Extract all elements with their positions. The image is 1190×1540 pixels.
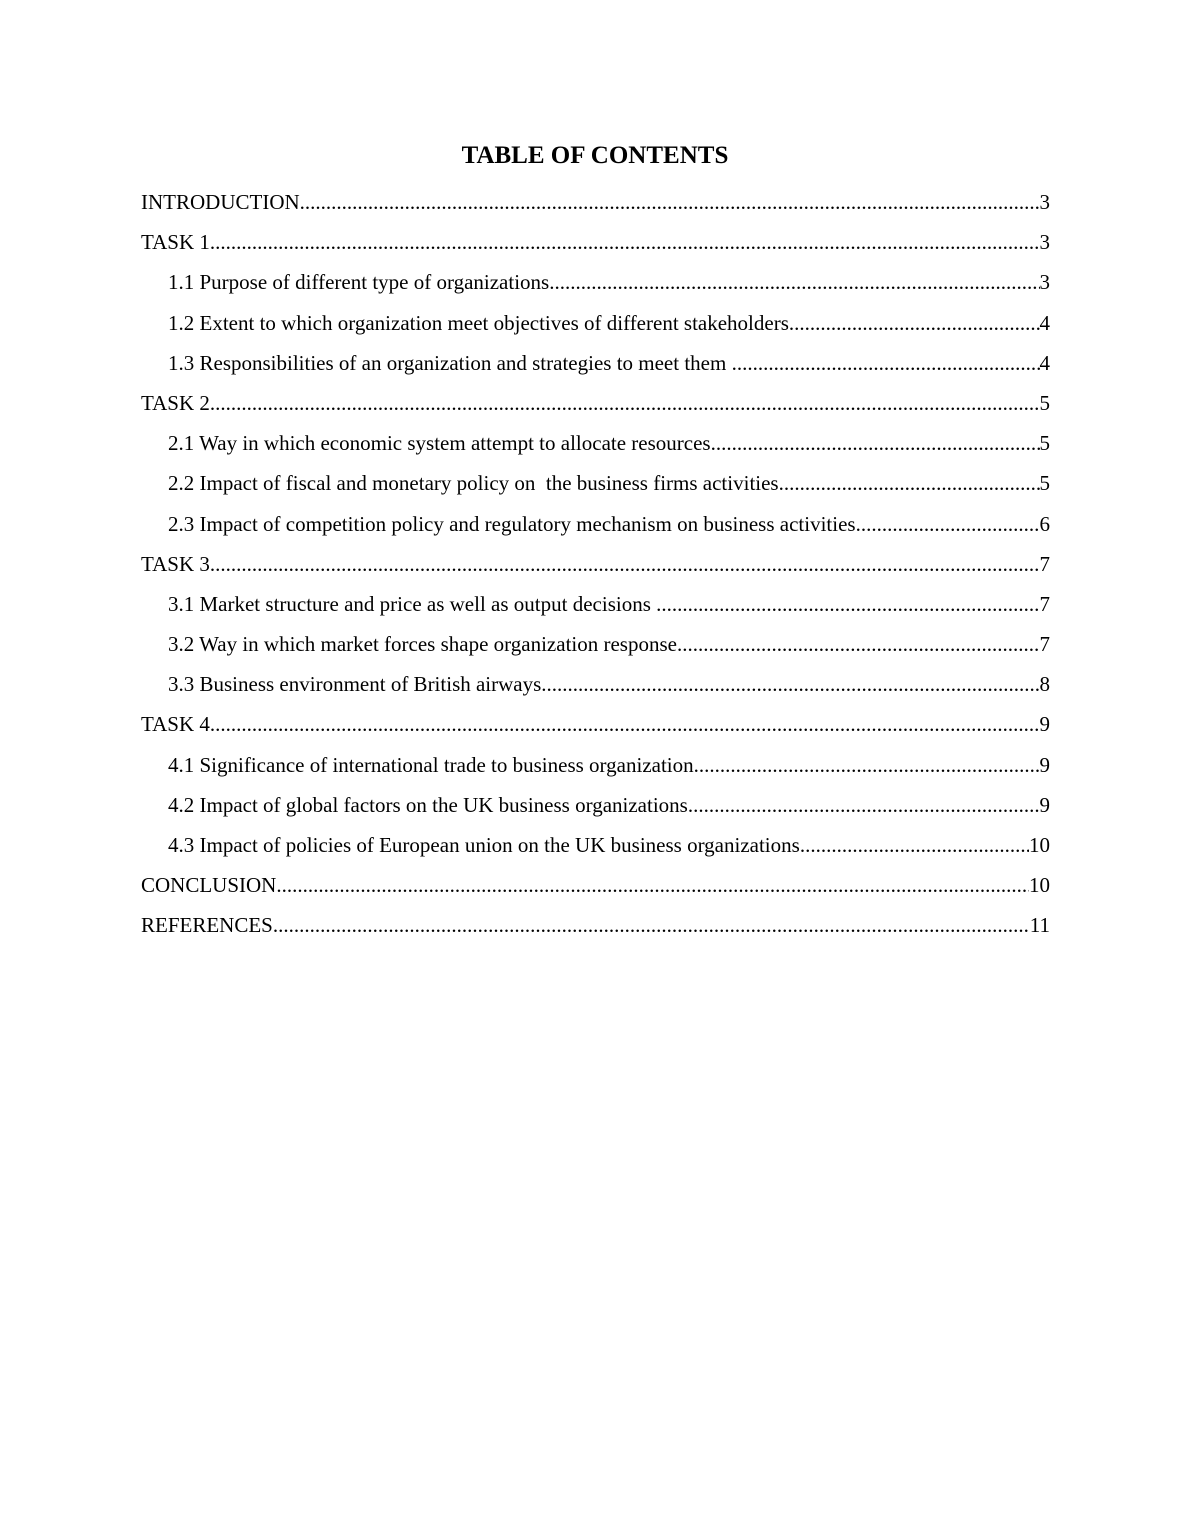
- toc-dot-leader: [656, 584, 1039, 624]
- toc-entry[interactable]: [141, 383, 1050, 423]
- toc-entry-page-number: 3: [1039, 270, 1050, 295]
- toc-entry[interactable]: [141, 624, 1050, 664]
- toc-entry[interactable]: [141, 343, 1050, 383]
- toc-dot-leader: [694, 745, 1040, 785]
- toc-entry-label: 4.1 Significance of international trade to business organization: [168, 752, 694, 777]
- toc-entry-label: 2.1 Way in which economic system attempt to allocate resources: [168, 431, 711, 456]
- toc-entry-page-number: 8: [1039, 672, 1050, 697]
- toc-entry-label: 2.3 Impact of competition policy and regulatory mechanism on business activities: [168, 511, 856, 536]
- toc-entry-label: 3.2 Way in which market forces shape organization response: [168, 632, 677, 657]
- toc-dot-leader: [276, 865, 1029, 905]
- toc-entry-page-number: 7: [1039, 632, 1050, 657]
- toc-entry-page-number: 7: [1039, 591, 1050, 616]
- toc-dot-leader: [210, 383, 1040, 423]
- toc-dot-leader: [549, 262, 1039, 302]
- toc-entry[interactable]: [141, 785, 1050, 825]
- toc-entry[interactable]: [141, 303, 1050, 343]
- toc-entry-label: TASK 1: [141, 230, 210, 255]
- toc-entry[interactable]: [141, 423, 1050, 463]
- toc-entry-page-number: 5: [1039, 431, 1050, 456]
- toc-entry[interactable]: [141, 504, 1050, 544]
- toc-entry[interactable]: [141, 825, 1050, 865]
- toc-entry-page-number: 10: [1029, 833, 1050, 857]
- toc-dot-leader: [732, 343, 1040, 383]
- toc-entry-page-number: 9: [1039, 792, 1050, 817]
- toc-entry[interactable]: [141, 463, 1050, 503]
- toc-dot-leader: [210, 704, 1040, 744]
- toc-entry-page-number: 3: [1039, 230, 1050, 255]
- toc-entry-label: 4.2 Impact of global factors on the UK business organizations: [168, 792, 688, 817]
- toc-entry-page-number: 5: [1039, 390, 1050, 415]
- toc-dot-leader: [688, 785, 1040, 825]
- toc-dot-leader: [856, 504, 1040, 544]
- toc-entry-label: TASK 4: [141, 712, 210, 737]
- toc-entry-label: 2.2 Impact of fiscal and monetary policy on the business firms activities: [168, 471, 779, 496]
- toc-entry-label: REFERENCES: [141, 913, 273, 938]
- toc-entry-page-number: 9: [1039, 752, 1050, 777]
- toc-entry-page-number: 7: [1039, 551, 1050, 576]
- toc-entry-label: 4.3 Impact of policies of European union on the UK business organizations: [168, 833, 800, 857]
- toc-dot-leader: [300, 182, 1040, 222]
- toc-entry-label: CONCLUSION: [141, 873, 277, 898]
- toc-entry-page-number: 5: [1039, 471, 1050, 496]
- toc-dot-leader: [541, 664, 1039, 704]
- toc-dot-leader: [273, 905, 1030, 945]
- toc-entry-label: TASK 3: [141, 551, 210, 576]
- toc-entry[interactable]: [141, 262, 1050, 302]
- toc-dot-leader: [677, 624, 1040, 664]
- toc-entry[interactable]: [141, 544, 1050, 584]
- toc-entry-page-number: 9: [1039, 712, 1050, 737]
- toc-entry-page-number: 6: [1039, 511, 1050, 536]
- toc-entry[interactable]: [141, 745, 1050, 785]
- toc-entry-page-number: 4: [1039, 310, 1050, 335]
- toc-dot-leader: [800, 825, 1029, 865]
- toc-dot-leader: [711, 423, 1040, 463]
- toc-entry-page-number: 11: [1029, 913, 1050, 938]
- toc-entry[interactable]: [141, 584, 1050, 624]
- toc-entry[interactable]: [141, 182, 1050, 222]
- toc-entry-page-number: 10: [1029, 873, 1050, 898]
- toc-entry-page-number: 3: [1039, 190, 1050, 214]
- toc-entry-label: 3.1 Market structure and price as well as output decisions: [168, 591, 657, 616]
- toc-dot-leader: [779, 463, 1040, 503]
- toc-entry-label: 1.1 Purpose of different type of organizations: [168, 270, 550, 295]
- toc-entry-label: TASK 2: [141, 390, 210, 415]
- toc-entry[interactable]: [141, 222, 1050, 262]
- toc-entry-label: 3.3 Business environment of British airways: [168, 672, 542, 697]
- toc-entry[interactable]: [141, 664, 1050, 704]
- toc-entry-label: 1.2 Extent to which organization meet objectives of different stakeholders: [168, 310, 789, 335]
- toc-dot-leader: [210, 222, 1040, 262]
- toc-entry-label: 1.3 Responsibilities of an organization and strategies to meet them: [168, 350, 732, 375]
- toc-title: TABLE OF CONTENTS: [461, 142, 729, 169]
- toc-entry-page-number: 4: [1039, 350, 1050, 375]
- toc-entry[interactable]: [141, 865, 1050, 905]
- toc-dot-leader: [789, 303, 1040, 343]
- toc-dot-leader: [210, 544, 1040, 584]
- toc-entry[interactable]: [141, 704, 1050, 744]
- toc-list: [141, 182, 1050, 946]
- toc-entry[interactable]: [141, 905, 1050, 945]
- toc-entry-label: INTRODUCTION: [141, 190, 300, 214]
